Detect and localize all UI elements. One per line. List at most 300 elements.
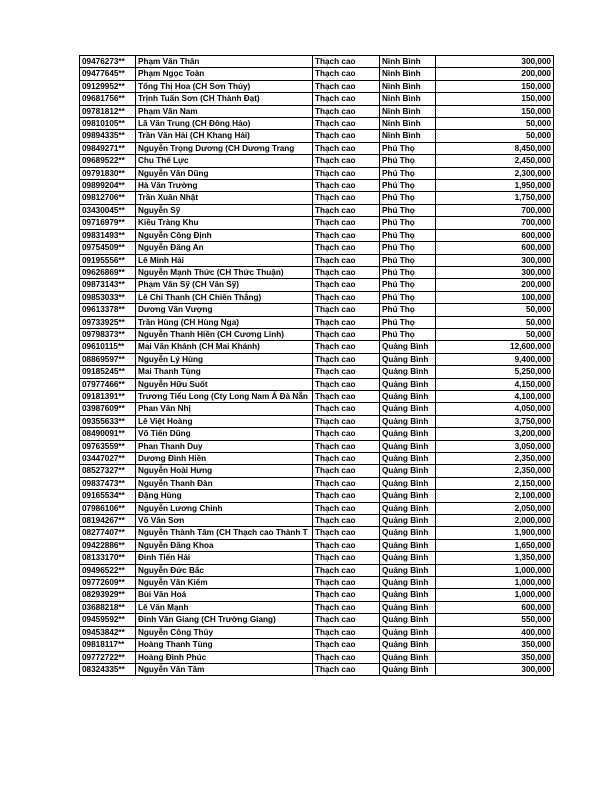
table-row bbox=[80, 316, 554, 328]
phone-cell: 07977466** bbox=[80, 378, 136, 390]
province-cell: Phú Thọ bbox=[380, 279, 436, 291]
table-row bbox=[80, 626, 554, 638]
province-cell: Phú Thọ bbox=[380, 180, 436, 192]
phone-cell: 08293929** bbox=[80, 589, 136, 601]
table-row bbox=[80, 105, 554, 117]
table-row bbox=[80, 614, 554, 626]
phone-cell: 09459592** bbox=[80, 614, 136, 626]
product-cell: Thạch cao bbox=[313, 539, 380, 551]
name-cell: Nguyễn Hoài Hưng bbox=[136, 465, 313, 477]
province-cell: Ninh Bình bbox=[380, 93, 436, 105]
province-cell: Phú Thọ bbox=[380, 229, 436, 241]
phone-cell: 09837473** bbox=[80, 477, 136, 489]
product-cell: Thạch cao bbox=[313, 118, 380, 130]
name-cell: Phạm Văn Thân bbox=[136, 56, 313, 68]
province-cell: Quảng Bình bbox=[380, 378, 436, 390]
name-cell: Võ Tiến Dũng bbox=[136, 428, 313, 440]
phone-cell: 09812706** bbox=[80, 192, 136, 204]
table-row bbox=[80, 539, 554, 551]
phone-cell: 09716979** bbox=[80, 217, 136, 229]
name-cell: Phan Thanh Duy bbox=[136, 440, 313, 452]
table-row bbox=[80, 477, 554, 489]
amount-cell: 400,000 bbox=[436, 626, 554, 638]
product-cell: Thạch cao bbox=[313, 601, 380, 613]
name-cell: Kiều Tràng Khu bbox=[136, 217, 313, 229]
product-cell: Thạch cao bbox=[313, 577, 380, 589]
amount-cell: 2,100,000 bbox=[436, 490, 554, 502]
product-cell: Thạch cao bbox=[313, 378, 380, 390]
name-cell: Lê Việt Hoàng bbox=[136, 415, 313, 427]
province-cell: Quảng Bình bbox=[380, 601, 436, 613]
product-cell: Thạch cao bbox=[313, 353, 380, 365]
name-cell: Nguyễn Đức Bắc bbox=[136, 564, 313, 576]
name-cell: Nguyễn Lý Hùng bbox=[136, 353, 313, 365]
amount-cell: 300,000 bbox=[436, 266, 554, 278]
phone-cell: 09476273** bbox=[80, 56, 136, 68]
name-cell: Nguyễn Thanh Đàn bbox=[136, 477, 313, 489]
amount-cell: 1,950,000 bbox=[436, 180, 554, 192]
name-cell: Nguyễn Thanh Hiền (CH Cương Linh) bbox=[136, 328, 313, 340]
province-cell: Quảng Bình bbox=[380, 651, 436, 663]
phone-cell: 09681756** bbox=[80, 93, 136, 105]
amount-cell: 600,000 bbox=[436, 601, 554, 613]
phone-cell: 09894335** bbox=[80, 130, 136, 142]
amount-cell: 1,000,000 bbox=[436, 564, 554, 576]
province-cell: Quảng Bình bbox=[380, 614, 436, 626]
amount-cell: 200,000 bbox=[436, 279, 554, 291]
table-row bbox=[80, 502, 554, 514]
phone-cell: 08194267** bbox=[80, 515, 136, 527]
name-cell: Nguyễn Văn Dũng bbox=[136, 167, 313, 179]
table-row bbox=[80, 68, 554, 80]
product-cell: Thạch cao bbox=[313, 490, 380, 502]
name-cell: Phạm Văn Sỹ (CH Văn Sỹ) bbox=[136, 279, 313, 291]
province-cell: Phú Thọ bbox=[380, 266, 436, 278]
phone-cell: 09853033** bbox=[80, 291, 136, 303]
name-cell: Trần Văn Hải (CH Khang Hải) bbox=[136, 130, 313, 142]
name-cell: Nguyễn Thành Tâm (CH Thạch cao Thành T bbox=[136, 527, 313, 539]
phone-cell: 07986106** bbox=[80, 502, 136, 514]
phone-cell: 09849271** bbox=[80, 142, 136, 154]
amount-cell: 600,000 bbox=[436, 229, 554, 241]
name-cell: Trịnh Tuấn Sơn (CH Thành Đạt) bbox=[136, 93, 313, 105]
product-cell: Thạch cao bbox=[313, 477, 380, 489]
product-cell: Thạch cao bbox=[313, 663, 380, 675]
product-cell: Thạch cao bbox=[313, 589, 380, 601]
table-row bbox=[80, 217, 554, 229]
province-cell: Quảng Bình bbox=[380, 453, 436, 465]
name-cell: Trần Xuân Nhật bbox=[136, 192, 313, 204]
phone-cell: 08277407** bbox=[80, 527, 136, 539]
name-cell: Trương Tiểu Long (Cty Long Nam Á Đà Nẵn bbox=[136, 390, 313, 402]
product-cell: Thạch cao bbox=[313, 639, 380, 651]
table-row bbox=[80, 142, 554, 154]
phone-cell: 03430045** bbox=[80, 204, 136, 216]
product-cell: Thạch cao bbox=[313, 130, 380, 142]
province-cell: Quảng Bình bbox=[380, 639, 436, 651]
amount-cell: 4,150,000 bbox=[436, 378, 554, 390]
province-cell: Phú Thọ bbox=[380, 316, 436, 328]
province-cell: Phú Thọ bbox=[380, 291, 436, 303]
amount-cell: 5,250,000 bbox=[436, 366, 554, 378]
amount-cell: 300,000 bbox=[436, 56, 554, 68]
amount-cell: 1,750,000 bbox=[436, 192, 554, 204]
phone-cell: 09810105** bbox=[80, 118, 136, 130]
name-cell: Chu Thế Lực bbox=[136, 155, 313, 167]
name-cell: Lã Văn Trung (CH Đông Hảo) bbox=[136, 118, 313, 130]
amount-cell: 550,000 bbox=[436, 614, 554, 626]
product-cell: Thạch cao bbox=[313, 242, 380, 254]
amount-cell: 350,000 bbox=[436, 651, 554, 663]
phone-cell: 09733925** bbox=[80, 316, 136, 328]
table-row bbox=[80, 266, 554, 278]
product-cell: Thạch cao bbox=[313, 428, 380, 440]
amount-cell: 4,050,000 bbox=[436, 403, 554, 415]
province-cell: Quảng Bình bbox=[380, 403, 436, 415]
product-cell: Thạch cao bbox=[313, 564, 380, 576]
name-cell: Võ Văn Sơn bbox=[136, 515, 313, 527]
table-row bbox=[80, 229, 554, 241]
product-cell: Thạch cao bbox=[313, 440, 380, 452]
name-cell: Hà Văn Trường bbox=[136, 180, 313, 192]
amount-cell: 50,000 bbox=[436, 118, 554, 130]
amount-cell: 1,900,000 bbox=[436, 527, 554, 539]
province-cell: Phú Thọ bbox=[380, 204, 436, 216]
amount-cell: 700,000 bbox=[436, 204, 554, 216]
phone-cell: 03688218** bbox=[80, 601, 136, 613]
name-cell: Phạm Văn Nam bbox=[136, 105, 313, 117]
table-row bbox=[80, 465, 554, 477]
product-cell: Thạch cao bbox=[313, 465, 380, 477]
name-cell: Nguyễn Đăng Khoa bbox=[136, 539, 313, 551]
table-row bbox=[80, 663, 554, 675]
province-cell: Phú Thọ bbox=[380, 304, 436, 316]
table-row bbox=[80, 192, 554, 204]
phone-cell: 09613378** bbox=[80, 304, 136, 316]
product-cell: Thạch cao bbox=[313, 254, 380, 266]
name-cell: Bùi Văn Hoá bbox=[136, 589, 313, 601]
province-cell: Phú Thọ bbox=[380, 328, 436, 340]
amount-cell: 200,000 bbox=[436, 68, 554, 80]
phone-cell: 09899204** bbox=[80, 180, 136, 192]
amount-cell: 1,000,000 bbox=[436, 577, 554, 589]
phone-cell: 08133170** bbox=[80, 552, 136, 564]
table-row bbox=[80, 403, 554, 415]
name-cell: Lê Chí Thanh (CH Chiến Thắng) bbox=[136, 291, 313, 303]
province-cell: Quảng Bình bbox=[380, 589, 436, 601]
amount-cell: 50,000 bbox=[436, 316, 554, 328]
amount-cell: 2,350,000 bbox=[436, 453, 554, 465]
amount-cell: 50,000 bbox=[436, 304, 554, 316]
table-row bbox=[80, 93, 554, 105]
amount-cell: 150,000 bbox=[436, 105, 554, 117]
table-row bbox=[80, 378, 554, 390]
province-cell: Quảng Bình bbox=[380, 366, 436, 378]
name-cell: Nguyễn Sỹ bbox=[136, 204, 313, 216]
phone-cell: 09763559** bbox=[80, 440, 136, 452]
name-cell: Nguyễn Công Thủy bbox=[136, 626, 313, 638]
phone-cell: 09355633** bbox=[80, 415, 136, 427]
phone-cell: 09798373** bbox=[80, 328, 136, 340]
province-cell: Quảng Bình bbox=[380, 552, 436, 564]
name-cell: Tống Thị Hoa (CH Sơn Thủy) bbox=[136, 80, 313, 92]
amount-cell: 150,000 bbox=[436, 80, 554, 92]
province-cell: Quảng Bình bbox=[380, 515, 436, 527]
name-cell: Nguyễn Hữu Suốt bbox=[136, 378, 313, 390]
table-row bbox=[80, 56, 554, 68]
table-row bbox=[80, 130, 554, 142]
province-cell: Phú Thọ bbox=[380, 242, 436, 254]
name-cell: Phan Văn Nhị bbox=[136, 403, 313, 415]
table-row bbox=[80, 80, 554, 92]
phone-cell: 09453842** bbox=[80, 626, 136, 638]
product-cell: Thạch cao bbox=[313, 180, 380, 192]
amount-cell: 2,350,000 bbox=[436, 465, 554, 477]
name-cell: Nguyễn Đăng An bbox=[136, 242, 313, 254]
amount-cell: 2,050,000 bbox=[436, 502, 554, 514]
province-cell: Quảng Bình bbox=[380, 428, 436, 440]
name-cell: Nguyễn Văn Tâm bbox=[136, 663, 313, 675]
province-cell: Quảng Bình bbox=[380, 577, 436, 589]
name-cell: Nguyễn Văn Kiếm bbox=[136, 577, 313, 589]
table-row bbox=[80, 440, 554, 452]
province-cell: Quảng Bình bbox=[380, 626, 436, 638]
province-cell: Quảng Bình bbox=[380, 490, 436, 502]
province-cell: Ninh Bình bbox=[380, 68, 436, 80]
table-row bbox=[80, 390, 554, 402]
name-cell: Lê Minh Hải bbox=[136, 254, 313, 266]
amount-cell: 50,000 bbox=[436, 130, 554, 142]
phone-cell: 09831493** bbox=[80, 229, 136, 241]
phone-cell: 09781812** bbox=[80, 105, 136, 117]
product-cell: Thạch cao bbox=[313, 614, 380, 626]
product-cell: Thạch cao bbox=[313, 527, 380, 539]
product-cell: Thạch cao bbox=[313, 204, 380, 216]
name-cell: Đinh Văn Giang (CH Trường Giang) bbox=[136, 614, 313, 626]
table-row bbox=[80, 291, 554, 303]
product-cell: Thạch cao bbox=[313, 341, 380, 353]
amount-cell: 100,000 bbox=[436, 291, 554, 303]
amount-cell: 12,600,000 bbox=[436, 341, 554, 353]
table-row bbox=[80, 577, 554, 589]
product-cell: Thạch cao bbox=[313, 515, 380, 527]
product-cell: Thạch cao bbox=[313, 291, 380, 303]
product-cell: Thạch cao bbox=[313, 304, 380, 316]
name-cell: Trần Hùng (CH Hùng Nga) bbox=[136, 316, 313, 328]
province-cell: Phú Thọ bbox=[380, 155, 436, 167]
phone-cell: 09818117** bbox=[80, 639, 136, 651]
phone-cell: 09129952** bbox=[80, 80, 136, 92]
amount-cell: 2,450,000 bbox=[436, 155, 554, 167]
province-cell: Quảng Bình bbox=[380, 415, 436, 427]
product-cell: Thạch cao bbox=[313, 105, 380, 117]
product-cell: Thạch cao bbox=[313, 366, 380, 378]
phone-cell: 09165534** bbox=[80, 490, 136, 502]
amount-cell: 2,300,000 bbox=[436, 167, 554, 179]
table-row bbox=[80, 366, 554, 378]
product-cell: Thạch cao bbox=[313, 155, 380, 167]
product-cell: Thạch cao bbox=[313, 229, 380, 241]
name-cell: Nguyễn Mạnh Thức (CH Thức Thuận) bbox=[136, 266, 313, 278]
product-cell: Thạch cao bbox=[313, 626, 380, 638]
table-row bbox=[80, 254, 554, 266]
table-row bbox=[80, 328, 554, 340]
phone-cell: 08869597** bbox=[80, 353, 136, 365]
province-cell: Phú Thọ bbox=[380, 142, 436, 154]
product-cell: Thạch cao bbox=[313, 142, 380, 154]
product-cell: Thạch cao bbox=[313, 651, 380, 663]
phone-cell: 09422886** bbox=[80, 539, 136, 551]
phone-cell: 09185245** bbox=[80, 366, 136, 378]
table-row bbox=[80, 118, 554, 130]
name-cell: Dương Đình Hiền bbox=[136, 453, 313, 465]
product-cell: Thạch cao bbox=[313, 93, 380, 105]
product-cell: Thạch cao bbox=[313, 266, 380, 278]
phone-cell: 09772609** bbox=[80, 577, 136, 589]
product-cell: Thạch cao bbox=[313, 390, 380, 402]
amount-cell: 50,000 bbox=[436, 328, 554, 340]
phone-cell: 08324335** bbox=[80, 663, 136, 675]
product-cell: Thạch cao bbox=[313, 68, 380, 80]
phone-cell: 09195556** bbox=[80, 254, 136, 266]
table-row bbox=[80, 490, 554, 502]
product-cell: Thạch cao bbox=[313, 552, 380, 564]
table-row bbox=[80, 279, 554, 291]
phone-cell: 09689522** bbox=[80, 155, 136, 167]
table-row bbox=[80, 204, 554, 216]
province-cell: Quảng Bình bbox=[380, 353, 436, 365]
amount-cell: 300,000 bbox=[436, 254, 554, 266]
province-cell: Ninh Bình bbox=[380, 56, 436, 68]
table-row bbox=[80, 242, 554, 254]
amount-cell: 150,000 bbox=[436, 93, 554, 105]
table-row bbox=[80, 527, 554, 539]
province-cell: Ninh Bình bbox=[380, 80, 436, 92]
phone-cell: 03447027** bbox=[80, 453, 136, 465]
amount-cell: 4,100,000 bbox=[436, 390, 554, 402]
name-cell: Nguyễn Trọng Dương (CH Dương Trang bbox=[136, 142, 313, 154]
amount-cell: 3,750,000 bbox=[436, 415, 554, 427]
name-cell: Nguyễn Công Định bbox=[136, 229, 313, 241]
phone-cell: 03987609** bbox=[80, 403, 136, 415]
phone-cell: 09181391** bbox=[80, 390, 136, 402]
product-cell: Thạch cao bbox=[313, 502, 380, 514]
phone-cell: 09496522** bbox=[80, 564, 136, 576]
table-row bbox=[80, 651, 554, 663]
table-row bbox=[80, 589, 554, 601]
name-cell: Dương Văn Vượng bbox=[136, 304, 313, 316]
phone-cell: 09772722** bbox=[80, 651, 136, 663]
product-cell: Thạch cao bbox=[313, 56, 380, 68]
name-cell: Hoàng Thanh Tùng bbox=[136, 639, 313, 651]
name-cell: Đặng Hùng bbox=[136, 490, 313, 502]
product-cell: Thạch cao bbox=[313, 316, 380, 328]
product-cell: Thạch cao bbox=[313, 415, 380, 427]
phone-cell: 09477645** bbox=[80, 68, 136, 80]
name-cell: Lê Văn Mạnh bbox=[136, 601, 313, 613]
name-cell: Nguyễn Lương Chinh bbox=[136, 502, 313, 514]
province-cell: Quảng Bình bbox=[380, 502, 436, 514]
table-row bbox=[80, 564, 554, 576]
table-row bbox=[80, 304, 554, 316]
table-row bbox=[80, 552, 554, 564]
province-cell: Ninh Bình bbox=[380, 130, 436, 142]
product-cell: Thạch cao bbox=[313, 279, 380, 291]
product-cell: Thạch cao bbox=[313, 328, 380, 340]
table-row bbox=[80, 453, 554, 465]
phone-cell: 09754509** bbox=[80, 242, 136, 254]
province-cell: Ninh Bình bbox=[380, 105, 436, 117]
name-cell: Đinh Tiến Hải bbox=[136, 552, 313, 564]
table-row bbox=[80, 155, 554, 167]
amount-cell: 1,350,000 bbox=[436, 552, 554, 564]
amount-cell: 2,000,000 bbox=[436, 515, 554, 527]
province-cell: Phú Thọ bbox=[380, 167, 436, 179]
amount-cell: 9,400,000 bbox=[436, 353, 554, 365]
product-cell: Thạch cao bbox=[313, 167, 380, 179]
table-row bbox=[80, 515, 554, 527]
product-cell: Thạch cao bbox=[313, 453, 380, 465]
province-cell: Quảng Bình bbox=[380, 477, 436, 489]
amount-cell: 600,000 bbox=[436, 242, 554, 254]
province-cell: Quảng Bình bbox=[380, 390, 436, 402]
table-row bbox=[80, 167, 554, 179]
province-cell: Phú Thọ bbox=[380, 192, 436, 204]
province-cell: Quảng Bình bbox=[380, 527, 436, 539]
product-cell: Thạch cao bbox=[313, 80, 380, 92]
province-cell: Ninh Bình bbox=[380, 118, 436, 130]
table-row bbox=[80, 428, 554, 440]
product-cell: Thạch cao bbox=[313, 192, 380, 204]
amount-cell: 300,000 bbox=[436, 663, 554, 675]
product-cell: Thạch cao bbox=[313, 403, 380, 415]
phone-cell: 09873143** bbox=[80, 279, 136, 291]
amount-cell: 8,450,000 bbox=[436, 142, 554, 154]
table-body bbox=[80, 56, 554, 676]
name-cell: Mai Thanh Tùng bbox=[136, 366, 313, 378]
amount-cell: 3,200,000 bbox=[436, 428, 554, 440]
province-cell: Quảng Bình bbox=[380, 539, 436, 551]
phone-cell: 08527327** bbox=[80, 465, 136, 477]
phone-cell: 09791830** bbox=[80, 167, 136, 179]
province-cell: Phú Thọ bbox=[380, 217, 436, 229]
amount-cell: 350,000 bbox=[436, 639, 554, 651]
table-row bbox=[80, 415, 554, 427]
table-row bbox=[80, 353, 554, 365]
table-row bbox=[80, 601, 554, 613]
amount-cell: 2,150,000 bbox=[436, 477, 554, 489]
phone-cell: 08490091** bbox=[80, 428, 136, 440]
phone-cell: 09626869** bbox=[80, 266, 136, 278]
table-row bbox=[80, 180, 554, 192]
name-cell: Hoàng Đình Phúc bbox=[136, 651, 313, 663]
province-cell: Quảng Bình bbox=[380, 564, 436, 576]
name-cell: Phạm Ngọc Toàn bbox=[136, 68, 313, 80]
data-table bbox=[79, 55, 554, 676]
amount-cell: 1,000,000 bbox=[436, 589, 554, 601]
province-cell: Quảng Bình bbox=[380, 465, 436, 477]
product-cell: Thạch cao bbox=[313, 217, 380, 229]
province-cell: Quảng Bình bbox=[380, 663, 436, 675]
amount-cell: 700,000 bbox=[436, 217, 554, 229]
province-cell: Quảng Bình bbox=[380, 440, 436, 452]
table-row bbox=[80, 341, 554, 353]
province-cell: Phú Thọ bbox=[380, 254, 436, 266]
amount-cell: 1,650,000 bbox=[436, 539, 554, 551]
name-cell: Mai Văn Khánh (CH Mai Khánh) bbox=[136, 341, 313, 353]
table-row bbox=[80, 639, 554, 651]
phone-cell: 09610115** bbox=[80, 341, 136, 353]
